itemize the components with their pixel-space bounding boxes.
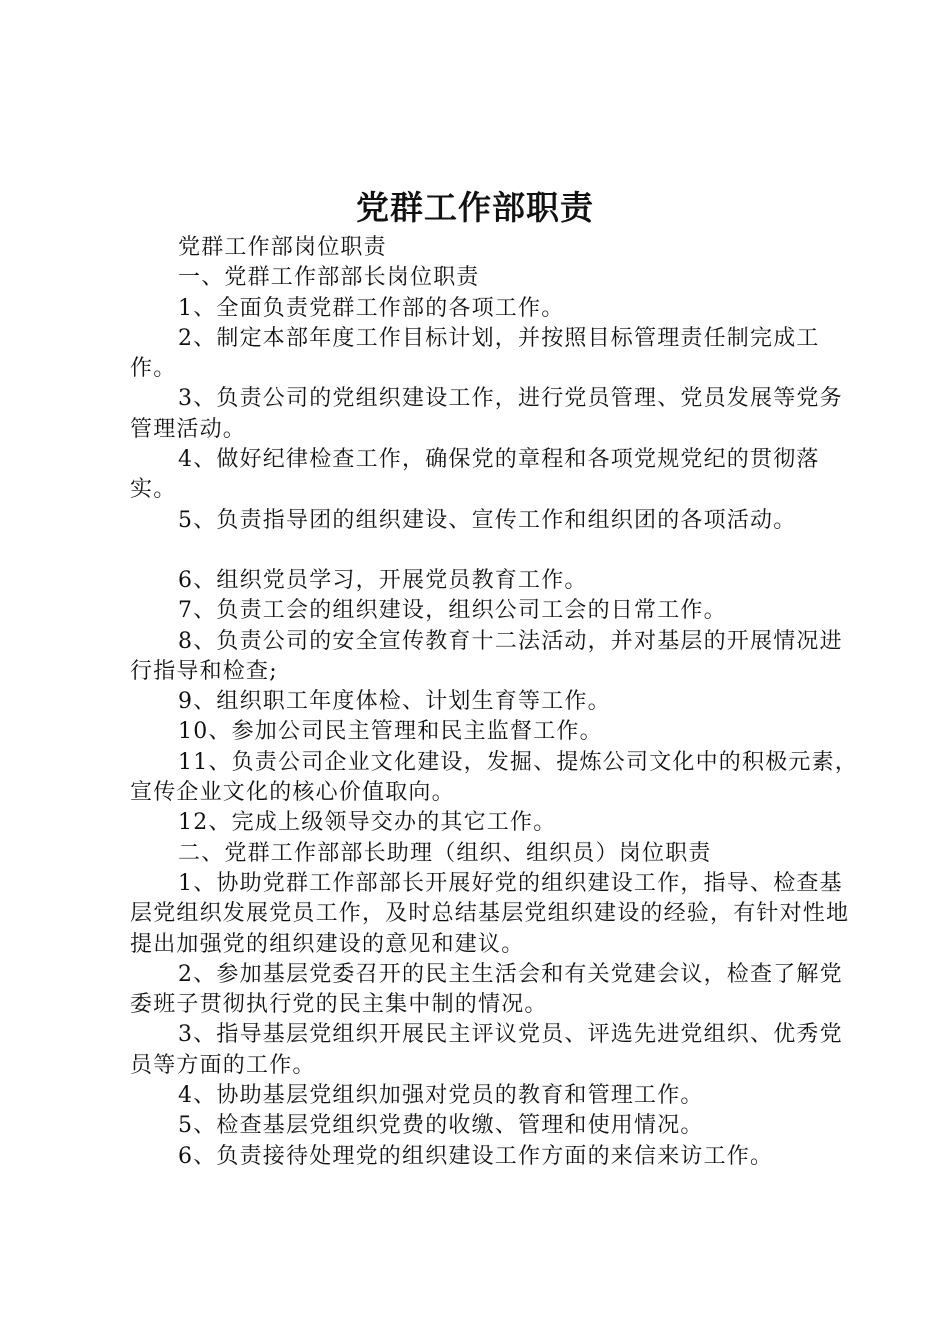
list-item: 9、组织职工年度体检、计划生育等工作。 (178, 689, 611, 715)
list-item: 4、做好纪律检查工作，确保党的章程和各项党规党纪的贯彻落实。 (130, 447, 820, 503)
list-item: 2、参加基层党委召开的民主生活会和有关党建会议，检查了解党委班子贯彻执行党的民主集中制的情况。 (130, 961, 843, 1018)
list-item: 12、完成上级领导交办的其它工作。 (178, 810, 557, 836)
list-item: 10、参加公司民主管理和民主监督工作。 (178, 719, 603, 745)
list-item: 5、负责指导团的组织建设、宣传工作和组织团的各项活动。 (178, 507, 797, 533)
list-item: 4、协助基层党组织加强对党员的教育和管理工作。 (178, 1083, 704, 1109)
document-body (130, 233, 860, 1172)
document-title: 党群工作部职责 (356, 188, 594, 227)
section-heading-2: 二、党群工作部部长助理（组织、组织员）岗位职责 (178, 840, 712, 866)
list-item: 7、负责工会的组织建设，组织公司工会的日常工作。 (178, 598, 727, 624)
list-item: 1、全面负责党群工作部的各项工作。 (178, 295, 565, 321)
section-heading-1: 一、党群工作部部长岗位职责 (178, 265, 480, 291)
list-item: 3、负责公司的党组织建设工作，进行党员管理、党员发展等党务管理活动。 (130, 386, 843, 442)
list-item: 2、制定本部年度工作目标计划，并按照目标管理责任制完成工作。 (130, 325, 820, 382)
list-item: 11、负责公司企业文化建设，发掘、提炼公司文化中的积极元素，宣传企业文化的核心价值取向。 (130, 749, 858, 806)
list-item: 1、协助党群工作部部长开展好党的组织建设工作，指导、检查基层党组织发展党员工作，及时总结基层党组织建设的经验，有针对性地提出加强党的组织建设的意见和建议。 (130, 870, 850, 957)
list-item: 3、指导基层党组织开展民主评议党员、评选先进党组织、优秀党员等方面的工作。 (130, 1022, 843, 1078)
list-item: 8、负责公司的安全宣传教育十二法活动，并对基层的开展情况进行指导和检查; (130, 628, 843, 684)
list-item: 6、负责接待处理党的组织建设工作方面的来信来访工作。 (178, 1143, 774, 1169)
list-item: 5、检查基层党组织党费的收缴、管理和使用情况。 (178, 1113, 704, 1139)
list-item: 6、组织党员学习，开展党员教育工作。 (178, 567, 588, 593)
paragraph-heading: 党群工作部岗位职责 (178, 235, 387, 260)
